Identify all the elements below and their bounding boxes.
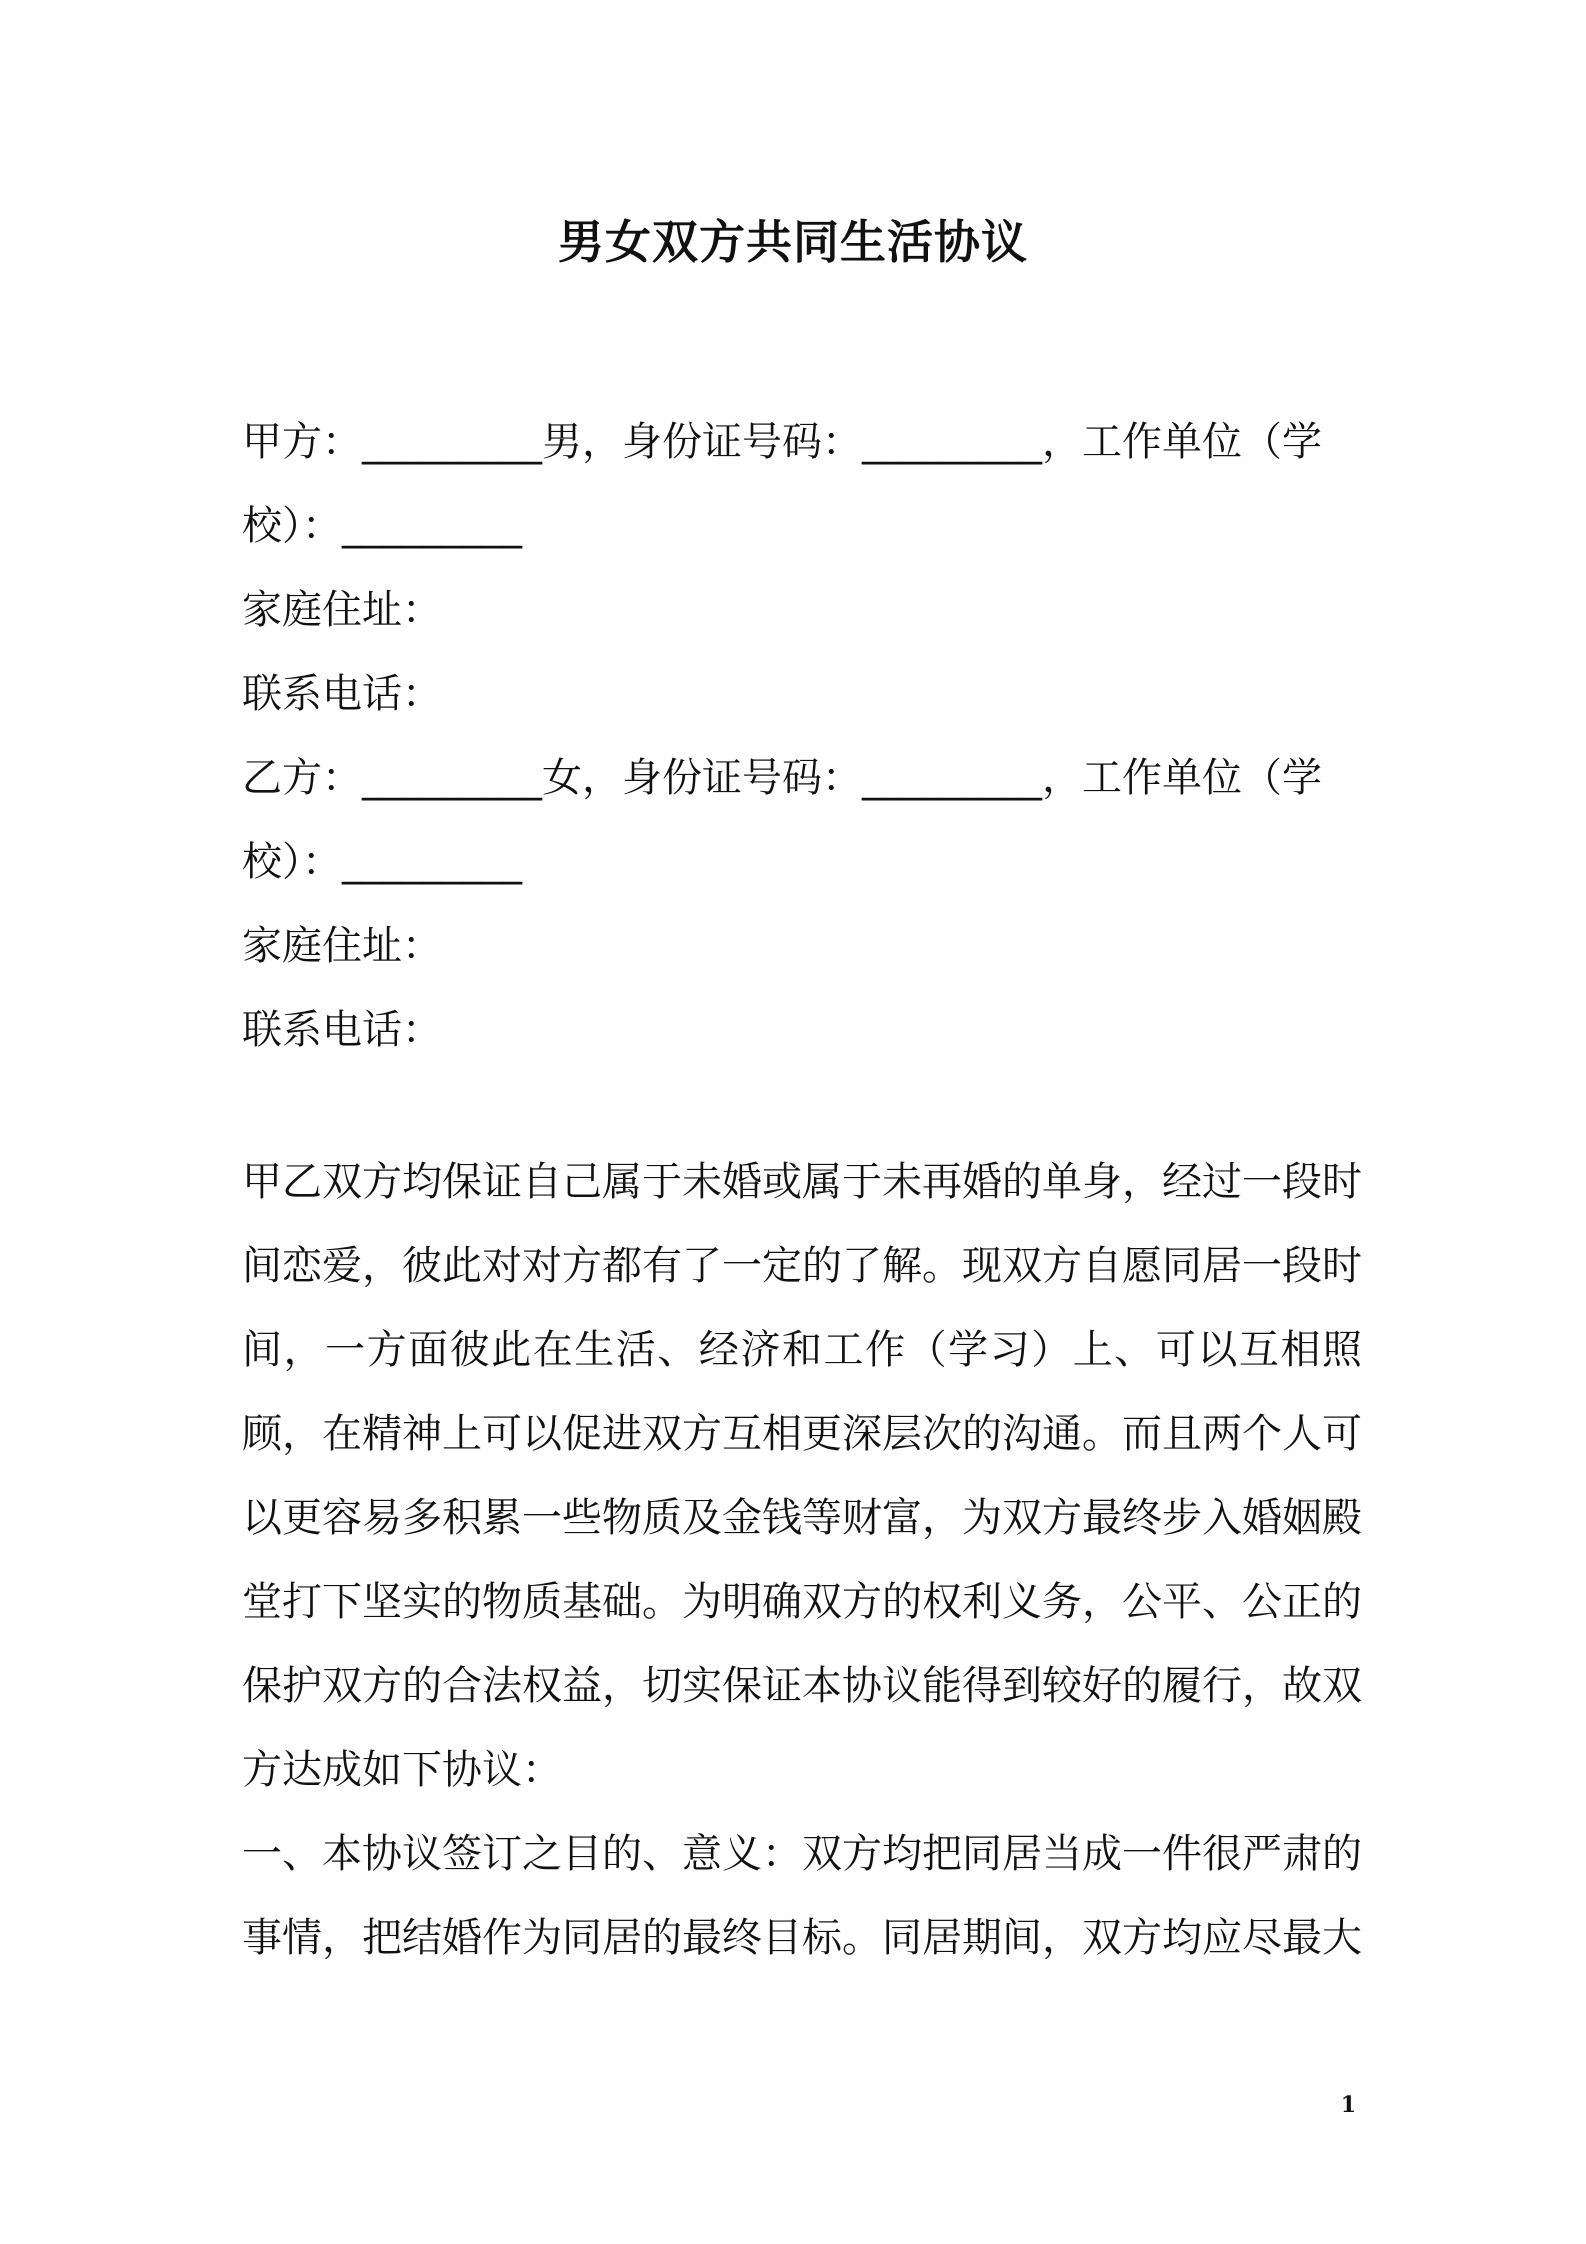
party-b-phone: 联系电话： (242, 1007, 442, 1053)
party-a-line-2: 校）：_________ (242, 503, 522, 549)
party-a-section (242, 400, 1362, 736)
document-body (242, 400, 1362, 1980)
party-a-phone: 联系电话： (242, 671, 442, 717)
party-b-section (242, 736, 1362, 1072)
page-number: 1 (1340, 2092, 1356, 2118)
party-a-address: 家庭住址： (242, 587, 442, 633)
party-b-line-2: 校）：_________ (242, 839, 522, 885)
document-title: 男女双方共同生活协议 (558, 215, 1028, 269)
section-spacer (242, 1072, 1362, 1140)
party-b-line-1: 乙方：_________女，身份证号码：_________，工作单位（学 (242, 755, 1322, 801)
preamble-paragraph: 甲乙双方均保证自己属于未婚或属于未再婚的单身，经过一段时间恋爱，彼此对对方都有了一定的了解。现双方自愿同居一段时间，一方面彼此在生活、经济和工作（学习）上、可以互相照顾，在精神上可以促进双方互相更深层次的沟通。而且两个人可以更容易多积累一些物质及金钱等财富，为双方最终步入婚姻殿堂打下坚实的物质基础。为明确双方的权利义务，公平、公正的保护双方的合法权益，切实保证本协议能得到较好的履行，故双方达成如下协议： (242, 1159, 1362, 1793)
party-b-address: 家庭住址： (242, 923, 442, 969)
party-a-line-1: 甲方：_________男，身份证号码：_________，工作单位（学 (242, 419, 1322, 465)
clause-1-paragraph: 一、本协议签订之目的、意义：双方均把同居当成一件很严肃的事情，把结婚作为同居的最终目标。同居期间，双方均应尽最大 (242, 1831, 1362, 1961)
